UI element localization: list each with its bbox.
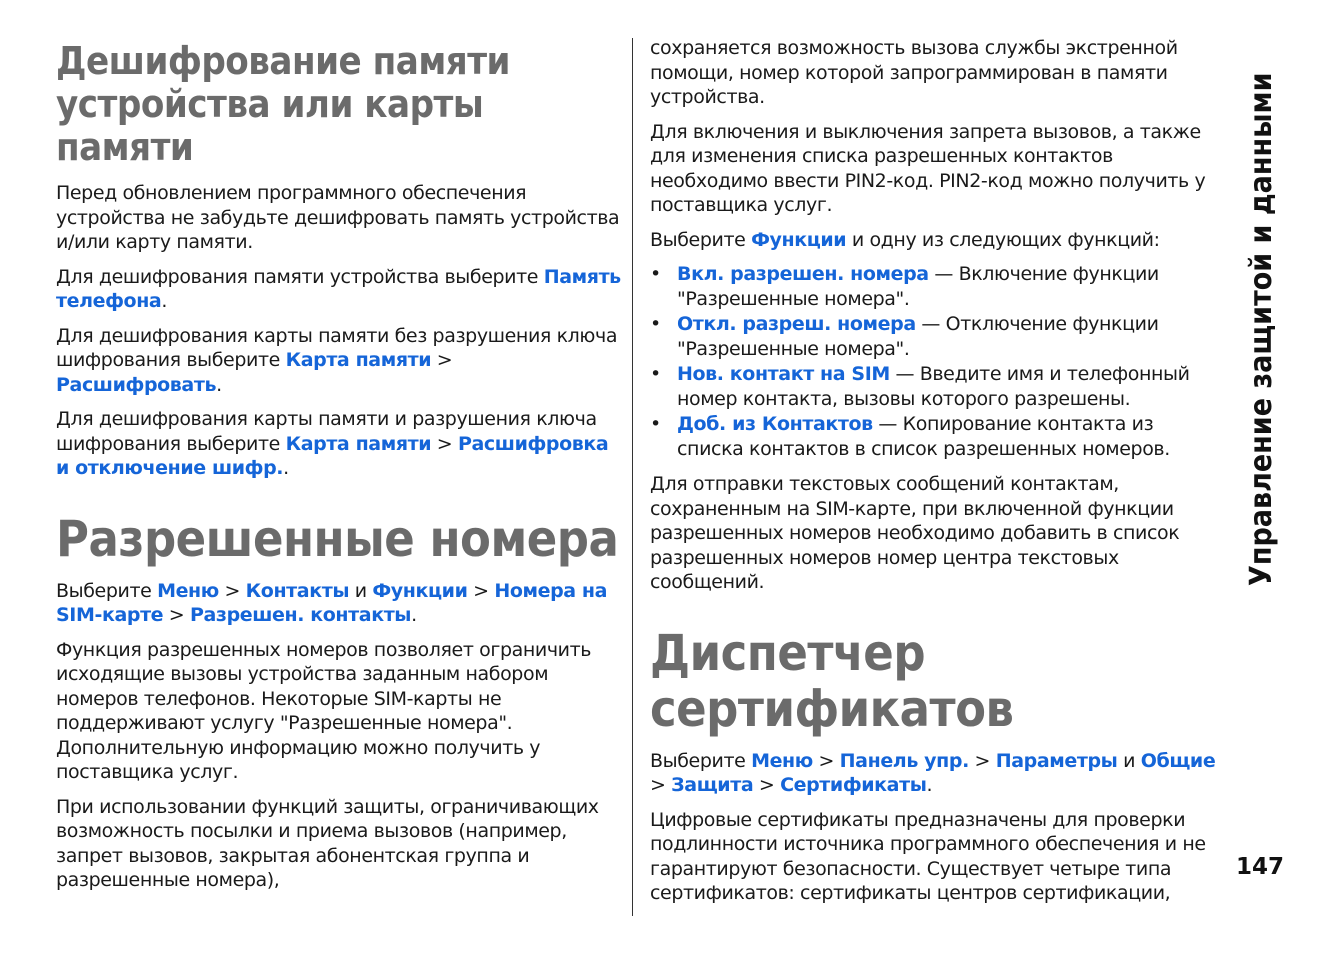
decrypt-intro: Перед обновлением программного обеспечения устройства не забудьте дешифровать память устройства и/или карту памяти. — [56, 182, 620, 253]
control-panel-link[interactable]: Панель упр. — [839, 749, 969, 772]
enable-fixed-link[interactable]: Вкл. разрешен. номера — [677, 263, 929, 285]
emergency-paragraph: сохраняется возможность вызова службы экстренной помощи, номер которой запрограммирован в памяти устройства. — [650, 37, 1178, 108]
list-item: • Откл. разреш. номера — Отключение функции "Разрешенные номера". — [650, 312, 1216, 362]
fixed-dialing-description: Функция разрешенных номеров позволяет ограничить исходящие вызовы устройства заданным набором номеров телефонов. Некоторые SIM-карты не поддерживают услугу "Разрешенные номера". Дополнительную информацию можно получить у поставщика услуг. — [56, 638, 592, 783]
menu-link[interactable]: Меню — [157, 579, 219, 602]
sim-numbers-link[interactable]: Номера на SIM-карте — [56, 579, 608, 626]
chapter-side-title: Управление защитой и данными — [1244, 72, 1279, 586]
decrypt-card-paragraph: Для дешифрования карты памяти без разрушения ключа шифрования выберите Карта памяти > Расшифровать. — [56, 324, 618, 396]
left-column — [56, 36, 622, 903]
allowed-contacts-link[interactable]: Разрешен. контакты — [189, 604, 412, 626]
general-link[interactable]: Общие — [1140, 749, 1216, 772]
memory-card-link-2[interactable]: Карта памяти — [285, 432, 432, 455]
list-item: • Вкл. разрешен. номера — Включение функции "Разрешенные номера". — [650, 262, 1216, 312]
pin2-paragraph: Для включения и выключения запрета вызовов, а также для изменения списка разрешенных контактов необходимо ввести PIN2-код. PIN2-код можно получить у поставщика услуг. — [650, 120, 1206, 216]
sms-paragraph: Для отправки текстовых сообщений контактам, сохраненным на SIM-карте, при включенной функции разрешенных номеров необходимо добавить в список разрешенных номеров номер центра текстовых сообщений. — [650, 473, 1180, 593]
decrypt-heading: Дешифрование памяти устройства или карты памяти — [56, 39, 510, 169]
phone-memory-link[interactable]: Память телефона — [56, 265, 621, 312]
decrypt-card-destroy-paragraph: Для дешифрования карты памяти и разрушения ключа шифрования выберите Карта памяти > Расшифровка и отключение шифр.. — [56, 408, 609, 479]
certificates-link[interactable]: Сертификаты — [780, 774, 927, 796]
list-item: • Доб. из Контактов — Копирование контакта из списка контактов в список разрешенных номеров. — [650, 412, 1216, 462]
new-sim-contact-link[interactable]: Нов. контакт на SIM — [677, 363, 890, 385]
column-divider — [632, 38, 633, 916]
disable-fixed-link[interactable]: Откл. разреш. номера — [677, 313, 916, 335]
decrypt-phone-paragraph: Для дешифрования памяти устройства выберите Память телефона. — [56, 265, 621, 312]
decrypt-link[interactable]: Расшифровать — [56, 373, 217, 396]
functions-link-2[interactable]: Функции — [751, 228, 847, 251]
page-number: 147 — [1236, 854, 1285, 880]
list-item: • Нов. контакт на SIM — Введите имя и телефонный номер контакта, вызовы которого разрешены. — [650, 362, 1216, 412]
functions-list — [650, 262, 1216, 462]
functions-link[interactable]: Функции — [372, 579, 468, 602]
settings-link[interactable]: Параметры — [995, 749, 1118, 772]
security-functions-paragraph: При использовании функций защиты, ограничивающих возможность посылки и приема вызовов (например, запрет вызовов, закрытая абонентская группа и разрешенные номера), — [56, 795, 599, 891]
fixed-dialing-title: Разрешенные номера — [56, 509, 619, 568]
decrypt-disable-link[interactable]: Расшифровка и отключение шифр. — [56, 432, 609, 479]
fixed-dialing-nav: Выберите Меню > Контакты и Функции > Номера на SIM-карте > Разрешен. контакты. — [56, 579, 608, 626]
contacts-link[interactable]: Контакты — [245, 579, 350, 602]
add-from-contacts-link[interactable]: Доб. из Контактов — [677, 413, 873, 435]
certificate-manager-title: Диспетчер сертификатов — [650, 623, 1014, 738]
security-link[interactable]: Защита — [671, 774, 754, 796]
menu-link-2[interactable]: Меню — [751, 749, 813, 772]
right-column — [650, 36, 1216, 916]
certificates-description: Цифровые сертификаты предназначены для проверки подлинности источника программного обеспечения и не гарантируют безопасности. Существует четыре типа сертификатов: сертификаты центров сертификации, — [650, 808, 1206, 904]
memory-card-link[interactable]: Карта памяти — [285, 349, 432, 371]
functions-select-paragraph: Выберите Функции и одну из следующих функций: — [650, 228, 1160, 251]
certificate-nav: Выберите Меню > Панель упр. > Параметры и Общие > Защита > Сертификаты. — [650, 749, 1216, 796]
